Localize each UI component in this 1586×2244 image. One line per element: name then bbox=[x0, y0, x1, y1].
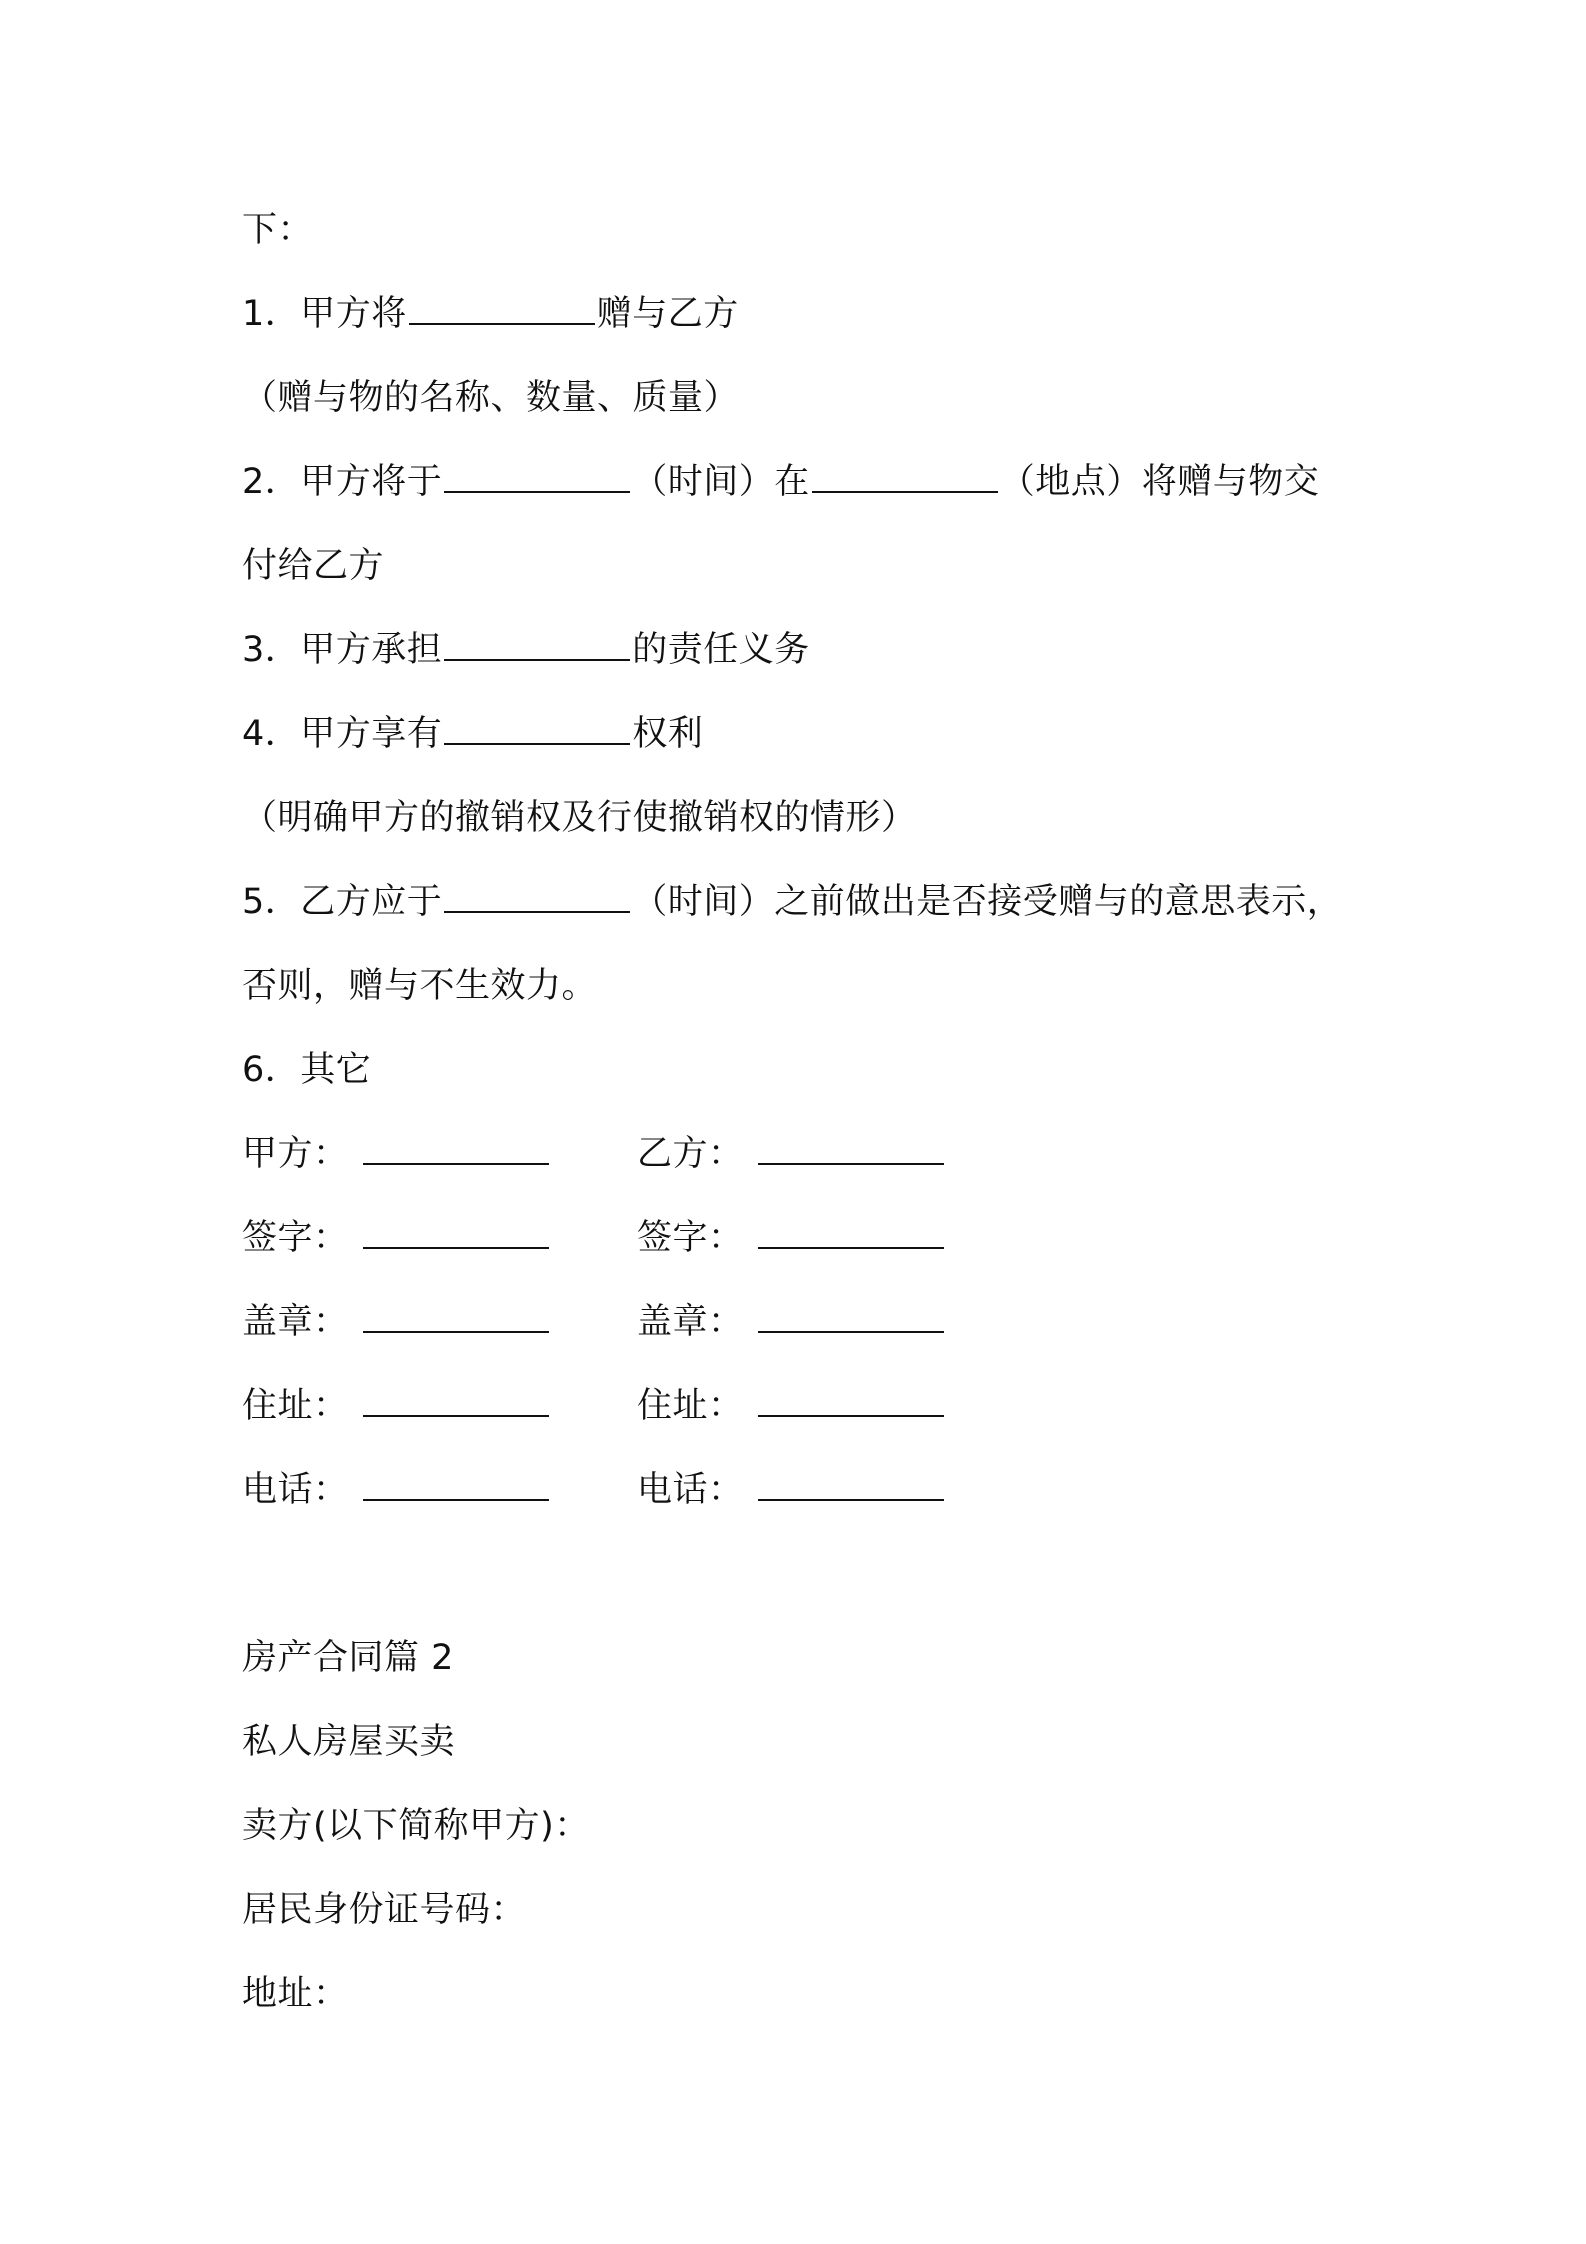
addr-a-row bbox=[242, 1381, 551, 1431]
clause-3-prefix: 3．甲方承担 bbox=[242, 630, 443, 670]
clause-1-suffix: 赠与乙方 bbox=[596, 294, 739, 334]
party-b-label: 乙方： bbox=[637, 1134, 744, 1174]
sign-b-label: 签字： bbox=[637, 1218, 744, 1258]
seal-a-row bbox=[242, 1297, 551, 1347]
clause-6: 6．其它 bbox=[242, 1050, 372, 1090]
party-a-blank bbox=[363, 1129, 549, 1165]
phone-b-label: 电话： bbox=[637, 1470, 744, 1510]
clause-1-blank bbox=[409, 289, 595, 325]
clause-5 bbox=[242, 877, 1342, 927]
clause-3 bbox=[242, 625, 810, 675]
seal-a-label: 盖章： bbox=[242, 1302, 349, 1342]
clause-4-prefix: 4．甲方享有 bbox=[242, 714, 443, 754]
section2-subtitle: 私人房屋买卖 bbox=[242, 1722, 456, 1762]
party-b-blank bbox=[758, 1129, 944, 1165]
clause-2-cont: 付给乙方 bbox=[242, 546, 385, 586]
clause-5-suffix: （时间）之前做出是否接受赠与的意思表示， bbox=[632, 882, 1343, 922]
party-a-row bbox=[242, 1129, 551, 1179]
seal-a-blank bbox=[363, 1297, 549, 1333]
party-b-row bbox=[637, 1129, 946, 1179]
addr-b-label: 住址： bbox=[637, 1386, 744, 1426]
phone-b-blank bbox=[758, 1465, 944, 1501]
intro-tail: 下： bbox=[242, 210, 314, 250]
clause-3-blank bbox=[444, 625, 630, 661]
clause-2 bbox=[242, 457, 1319, 507]
clause-4-blank bbox=[444, 709, 630, 745]
clause-4 bbox=[242, 709, 703, 759]
sign-a-label: 签字： bbox=[242, 1218, 349, 1258]
clause-1 bbox=[242, 289, 739, 339]
clause-2-time-blank bbox=[444, 457, 630, 493]
seal-b-row bbox=[637, 1297, 946, 1347]
addr-b-row bbox=[637, 1381, 946, 1431]
phone-a-blank bbox=[363, 1465, 549, 1501]
sign-a-blank bbox=[363, 1213, 549, 1249]
phone-a-label: 电话： bbox=[242, 1470, 349, 1510]
clause-4-note: （明确甲方的撤销权及行使撤销权的情形） bbox=[242, 798, 917, 838]
section2-title: 房产合同篇 2 bbox=[242, 1638, 454, 1678]
phone-b-row bbox=[637, 1465, 946, 1515]
id-number-line: 居民身份证号码： bbox=[242, 1890, 527, 1930]
clause-2-mid: （时间）在 bbox=[632, 462, 810, 502]
clause-2-suffix: （地点）将赠与物交 bbox=[999, 462, 1320, 502]
clause-2-prefix: 2．甲方将于 bbox=[242, 462, 443, 502]
address-line: 地址： bbox=[242, 1974, 349, 2014]
seal-b-blank bbox=[758, 1297, 944, 1333]
clause-5-cont: 否则，赠与不生效力。 bbox=[242, 966, 598, 1006]
sign-b-blank bbox=[758, 1213, 944, 1249]
clause-5-blank bbox=[444, 877, 630, 913]
addr-b-blank bbox=[758, 1381, 944, 1417]
party-a-label: 甲方： bbox=[242, 1134, 349, 1174]
clause-2-place-blank bbox=[812, 457, 998, 493]
clause-1-note: （赠与物的名称、数量、质量） bbox=[242, 378, 740, 418]
seal-b-label: 盖章： bbox=[637, 1302, 744, 1342]
sign-a-row bbox=[242, 1213, 551, 1263]
clause-4-suffix: 权利 bbox=[632, 714, 704, 754]
sign-b-row bbox=[637, 1213, 946, 1263]
addr-a-label: 住址： bbox=[242, 1386, 349, 1426]
phone-a-row bbox=[242, 1465, 551, 1515]
clause-5-prefix: 5．乙方应于 bbox=[242, 882, 443, 922]
clause-3-suffix: 的责任义务 bbox=[632, 630, 810, 670]
seller-line: 卖方(以下简称甲方)： bbox=[242, 1806, 590, 1846]
clause-1-prefix: 1．甲方将 bbox=[242, 294, 407, 334]
addr-a-blank bbox=[363, 1381, 549, 1417]
